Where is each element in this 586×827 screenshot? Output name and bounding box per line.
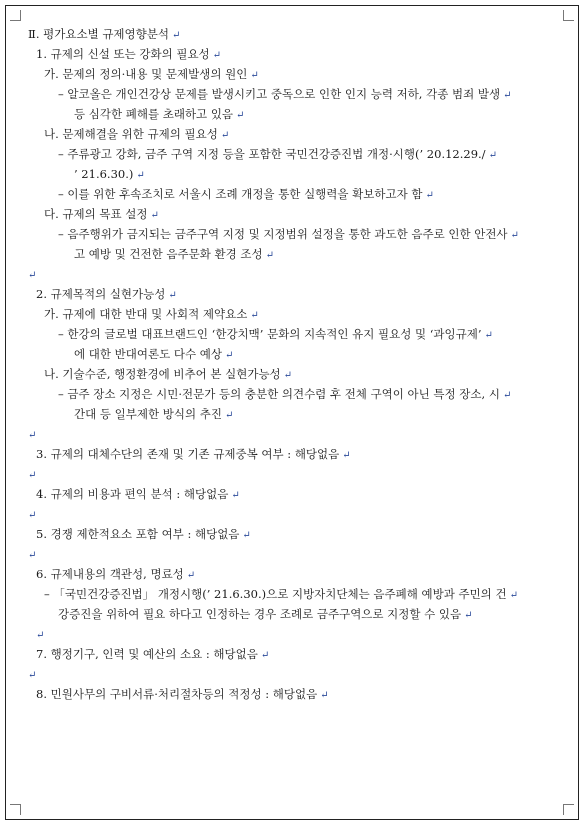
paragraph-return-icon: ↵ [28,270,37,281]
empty-paragraph [28,624,568,644]
line-text: – 금주 장소 지정은 시민·전문가 등의 충분한 의견수렴 후 전체 구역이 아닌 특정 장소, 시 [58,387,500,401]
paragraph-line [28,644,568,664]
paragraph-return-icon: ↵ [510,230,519,241]
paragraph-return-icon: ↵ [260,650,270,661]
paragraph-return-icon: ↵ [150,210,159,221]
paragraph-return-icon: ↵ [464,610,473,621]
line-text: 등 심각한 폐해를 초래하고 있음 [74,107,234,121]
paragraph-return-icon: ↵ [509,590,518,601]
paragraph-return-icon: ↵ [224,410,234,421]
paragraph-return-icon: ↵ [28,510,37,521]
paragraph-return-icon: ↵ [342,450,351,461]
line-text: – 음주행위가 금지되는 금주구역 지정 및 지정범위 설정을 통한 과도한 음주로 인한 안전사 [58,227,508,241]
paragraph-line [28,484,568,504]
paragraph-return-icon: ↵ [36,630,45,641]
line-text: 5. 경쟁 제한적요소 포함 여부 : 해당없음 [36,527,240,541]
empty-paragraph [28,504,568,524]
paragraph-return-icon: ↵ [320,690,329,701]
paragraph-line [28,364,568,384]
line-text: 2. 규제목적의 실현가능성 [36,287,166,301]
paragraph-line [28,144,568,164]
line-text: 나. 기술수준, 행정환경에 비추어 본 실현가능성 [44,367,281,381]
line-text: 8. 민원사무의 구비서류·처리절차등의 적정성 : 해당없음 [36,687,318,701]
paragraph-line [28,684,568,704]
empty-paragraph [28,464,568,484]
paragraph-line [28,284,568,304]
paragraph-return-icon: ↵ [484,330,493,341]
paragraph-return-icon: ↵ [28,430,37,441]
line-text: 나. 문제해결을 위한 규제의 필요성 [44,127,218,141]
paragraph-return-icon: ↵ [283,370,293,381]
paragraph-line [28,604,568,624]
paragraph-line [28,164,568,184]
line-text: – 주류광고 강화, 금주 구역 지정 등을 포함한 국민건강증진법 개정·시행(’ 20.12.29./ [58,147,486,161]
paragraph-return-icon: ↵ [250,70,259,81]
paragraph-line [28,564,568,584]
paragraph-return-icon: ↵ [28,550,37,561]
paragraph-return-icon: ↵ [212,50,222,61]
line-text: 고 예방 및 건전한 음주문화 환경 조성 [74,247,263,261]
paragraph-line [28,184,568,204]
line-text: – 알코올은 개인건강상 문제를 발생시키고 중독으로 인한 인지 능력 저하, 각종 범죄 발생 [58,87,501,101]
paragraph-line [28,384,568,404]
line-text: 가. 규제에 대한 반대 및 사회적 제약요소 [44,307,248,321]
paragraph-line [28,324,568,344]
paragraph-return-icon: ↵ [220,130,230,141]
paragraph-line [28,404,568,424]
page-corner-mark [10,804,21,815]
paragraph-line [28,84,568,104]
empty-paragraph [28,424,568,444]
line-text: 간대 등 일부제한 방식의 추진 [74,407,222,421]
paragraph-line [28,24,568,44]
paragraph-return-icon: ↵ [224,350,234,361]
line-text: – 이를 위한 후속조치로 서울시 조례 개정을 통한 실행력을 확보하고자 함 [58,187,423,201]
paragraph-line [28,344,568,364]
page-corner-mark [563,804,574,815]
page-corner-mark [563,10,574,21]
paragraph-line [28,224,568,244]
paragraph-return-icon: ↵ [136,170,145,181]
paragraph-line [28,104,568,124]
document-page [5,5,579,820]
paragraph-line [28,64,568,84]
paragraph-return-icon: ↵ [28,470,37,481]
paragraph-line [28,444,568,464]
line-text: ’ 21.6.30.) [74,167,134,181]
paragraph-return-icon: ↵ [28,670,37,681]
line-text: 다. 규제의 목표 설정 [44,207,148,221]
empty-paragraph [28,664,568,684]
line-text: 1. 규제의 신설 또는 강화의 필요성 [36,47,210,61]
paragraph-return-icon: ↵ [503,90,512,101]
line-text: 강증진을 위하여 필요 하다고 인정하는 경우 조례로 금주구역으로 지정할 수 있음 [58,607,462,621]
document-body[interactable] [28,24,568,704]
line-text: – 한강의 글로벌 대표브랜드인 ‘한강치맥’ 문화의 지속적인 유지 필요성 및 ‘과잉규제’ [58,327,482,341]
line-text: 4. 규제의 비용과 편익 분석 : 해당없음 [36,487,229,501]
line-text: 6. 규제내용의 객관성, 명료성 [36,567,184,581]
paragraph-return-icon: ↵ [168,290,177,301]
paragraph-line [28,524,568,544]
line-text: 3. 규제의 대체수단의 존재 및 기존 규제중복 여부 : 해당없음 [36,447,340,461]
paragraph-return-icon: ↵ [488,150,497,161]
page-corner-mark [10,10,21,21]
paragraph-return-icon: ↵ [242,530,251,541]
paragraph-line [28,204,568,224]
empty-paragraph [28,264,568,284]
line-text: – 「국민건강증진법」 개정시행(’ 21.6.30.)으로 지방자치단체는 음주폐해 예방과 주민의 건 [44,587,507,601]
paragraph-return-icon: ↵ [231,490,240,501]
line-text: Ⅱ. 평가요소별 규제영향분석 [28,27,169,41]
paragraph-line [28,244,568,264]
paragraph-return-icon: ↵ [265,250,274,261]
paragraph-return-icon: ↵ [502,390,512,401]
paragraph-line [28,584,568,604]
line-text: 7. 행정기구, 인력 및 예산의 소요 : 해당없음 [36,647,258,661]
paragraph-line [28,304,568,324]
paragraph-return-icon: ↵ [171,30,181,41]
paragraph-return-icon: ↵ [425,190,434,201]
line-text: 가. 문제의 정의·내용 및 문제발생의 원인 [44,67,248,81]
empty-paragraph [28,544,568,564]
paragraph-return-icon: ↵ [186,570,196,581]
paragraph-return-icon: ↵ [250,310,259,321]
paragraph-line [28,44,568,64]
paragraph-line [28,124,568,144]
line-text: 에 대한 반대여론도 다수 예상 [74,347,222,361]
paragraph-return-icon: ↵ [236,110,245,121]
